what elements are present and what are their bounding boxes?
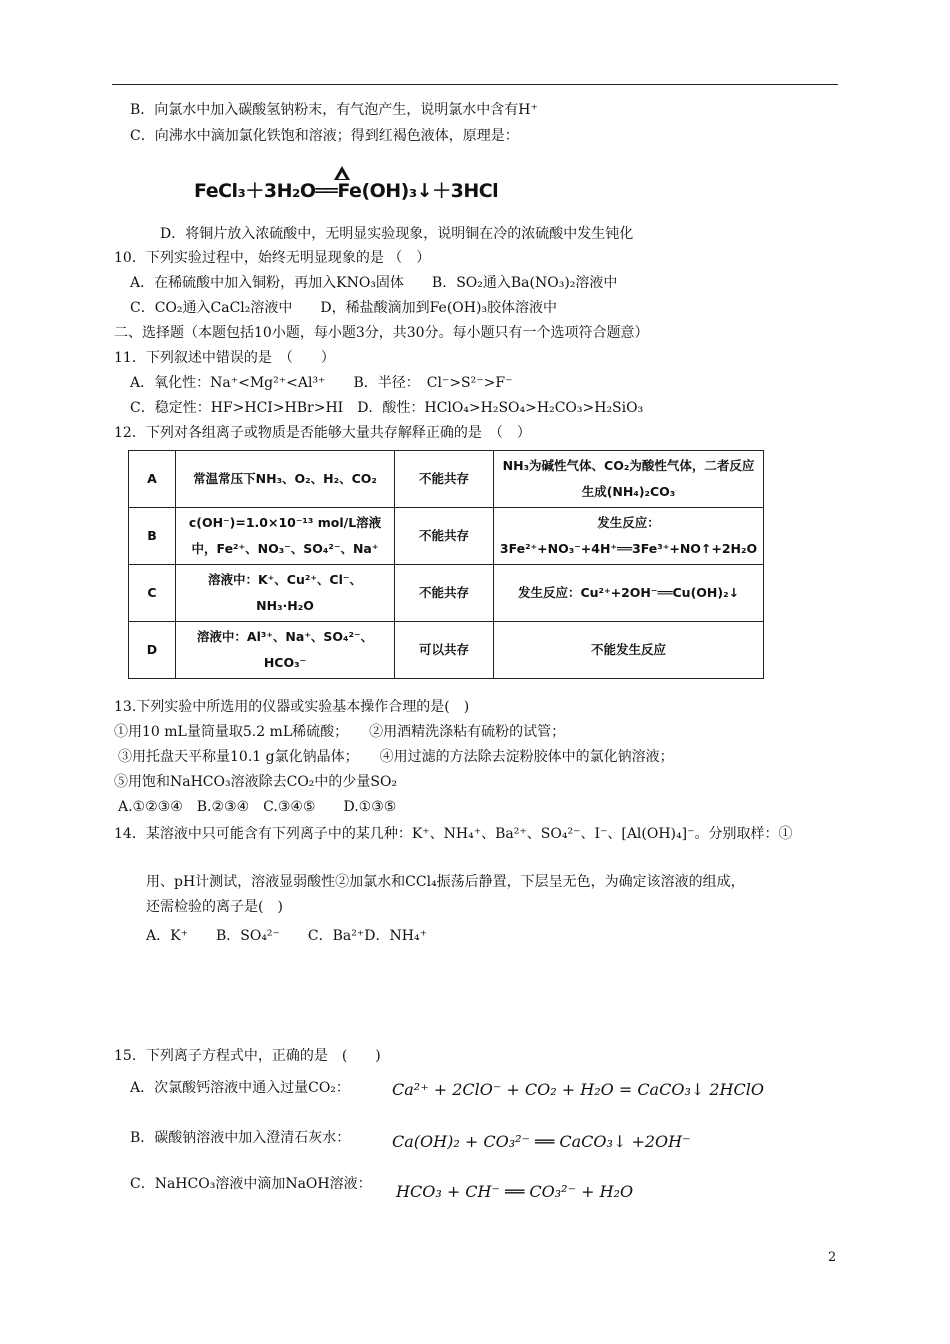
q14-line-2: 用、pH计测试，溶液显弱酸性②加氯水和CCl₄振荡后静置，下层呈无色，为确定该溶液的组成， <box>146 874 745 890</box>
header-rule <box>112 84 838 85</box>
q15a-equation: Ca²⁺ + 2ClO⁻ + CO₂ + H₂O = CaCO₃↓ 2HClO <box>392 1080 764 1099</box>
q13-options: A.①②③④ B.②③④ C.③④⑤ D.①③⑤ <box>118 799 397 815</box>
row-condition: 溶液中：K⁺、Cu²⁺、Cl⁻、NH₃·H₂O <box>176 565 395 622</box>
q13-item-2: ③用托盘天平称量10.1 g氯化钠晶体； ④用过滤的方法除去淀粉胶体中的氯化钠溶液； <box>118 749 674 765</box>
q14-options: A．K⁺ B．SO₄²⁻ C．Ba²⁺D．NH₄⁺ <box>146 928 427 944</box>
table-row <box>129 622 764 679</box>
q9-option-c: C．向沸水中滴加氯化铁饱和溶液；得到红褐色液体，原理是： <box>130 128 519 144</box>
q9-option-b: B．向氯水中加入碳酸氢钠粉末，有气泡产生，说明氯水中含有H⁺ <box>130 102 538 118</box>
q15-option-a: A．次氯酸钙溶液中通入过量CO₂： <box>130 1080 350 1096</box>
row-verdict: 不能共存 <box>395 451 494 508</box>
q12-stem: 12．下列对各组离子或物质是否能够大量共存解释正确的是 （ ） <box>114 425 531 441</box>
q10-options-ab: A．在稀硫酸中加入铜粉，再加入KNO₃固体 B．SO₂通入Ba(NO₃)₂溶液中 <box>130 275 618 291</box>
row-verdict: 不能共存 <box>395 508 494 565</box>
row-label: B <box>129 508 176 565</box>
q13-item-1: ①用10 mL量筒量取5.2 mL稀硫酸； ②用酒精洗涤粘有硫粉的试管； <box>114 724 566 740</box>
row-condition: c(OH⁻)=1.0×10⁻¹³ mol/L溶液中，Fe²⁺、NO₃⁻、SO₄²⁻、Na⁺ <box>176 508 395 565</box>
q15-stem: 15．下列离子方程式中，正确的是 ( ) <box>114 1048 381 1064</box>
q9c-equation: FeCl₃＋3H₂O══Fe(OH)₃↓＋3HCl <box>194 180 499 202</box>
q10-stem: 10．下列实验过程中，始终无明显现象的是 （ ） <box>114 250 431 266</box>
row-reason: 不能发生反应 <box>494 622 764 679</box>
q15c-equation: HCO₃ + CH⁻ ══ CO₃²⁻ + H₂O <box>396 1182 634 1201</box>
q15b-equation: Ca(OH)₂ + CO₃²⁻ ══ CaCO₃↓ +2OH⁻ <box>392 1132 691 1151</box>
row-condition: 溶液中：Al³⁺、Na⁺、SO₄²⁻、HCO₃⁻ <box>176 622 395 679</box>
q12-table <box>128 450 764 679</box>
q15-option-c: C．NaHCO₃溶液中滴加NaOH溶液： <box>130 1176 372 1192</box>
q14-line-3: 还需检验的离子是( ) <box>146 899 283 915</box>
row-label: D <box>129 622 176 679</box>
q9-option-d: D．将铜片放入浓硫酸中，无明显实验现象，说明铜在冷的浓硫酸中发生钝化 <box>160 226 634 242</box>
table-row <box>129 508 764 565</box>
table-row <box>129 451 764 508</box>
q15-option-b: B．碳酸钠溶液中加入澄清石灰水： <box>130 1130 351 1146</box>
q11-stem: 11．下列叙述中错误的是 （ ） <box>114 350 335 366</box>
row-verdict: 可以共存 <box>395 622 494 679</box>
table-row <box>129 565 764 622</box>
q11-options-ab: A．氧化性：Na⁺<Mg²⁺<Al³⁺ B．半径： Cl⁻>S²⁻>F⁻ <box>130 375 513 391</box>
row-reason: NH₃为碱性气体、CO₂为酸性气体，二者反应生成(NH₄)₂CO₃ <box>494 451 764 508</box>
page-number: 2 <box>828 1250 837 1265</box>
q10-options-cd: C．CO₂通入CaCl₂溶液中 D，稀盐酸滴加到Fe(OH)₃胶体溶液中 <box>130 300 558 316</box>
row-label: C <box>129 565 176 622</box>
section-2-heading: 二、选择题（本题包括10小题，每小题3分，共30分。每小题只有一个选项符合题意） <box>114 325 649 341</box>
q13-item-3: ⑤用饱和NaHCO₃溶液除去CO₂中的少量SO₂ <box>114 774 398 790</box>
row-label: A <box>129 451 176 508</box>
row-condition: 常温常压下NH₃、O₂、H₂、CO₂ <box>176 451 395 508</box>
row-reason: 发生反应：3Fe²⁺+NO₃⁻+4H⁺══3Fe³⁺+NO↑+2H₂O <box>494 508 764 565</box>
row-reason: 发生反应：Cu²⁺+2OH⁻══Cu(OH)₂↓ <box>494 565 764 622</box>
q13-stem: 13.下列实验中所选用的仪器或实验基本操作合理的是( ) <box>114 699 470 715</box>
row-verdict: 不能共存 <box>395 565 494 622</box>
q11-options-cd: C．稳定性：HF>HCI>HBr>HI D．酸性：HClO₄>H₂SO₄>H₂CO₃>H₂SiO₃ <box>130 400 644 416</box>
q14-stem: 14．某溶液中只可能含有下列离子中的某几种：K⁺、NH₄⁺、Ba²⁺、SO₄²⁻、I⁻、[Al(OH)₄]⁻。分别取样：① <box>114 826 793 842</box>
